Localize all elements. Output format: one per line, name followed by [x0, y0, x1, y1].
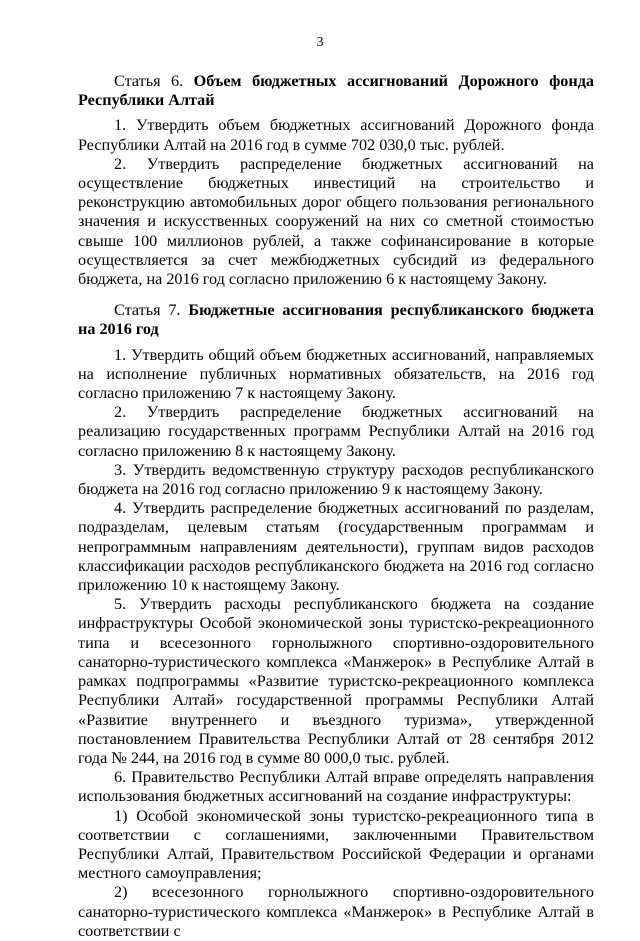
paragraph: 2. Утвердить распределение бюджетных ассигнований на осуществление бюджетных инвестиций на строительство и реконструкцию автомобильных дорог общего пользования регионального значения и искусственных сооружений на них со сметной стоимостью свыше 100 миллионов рублей, а также софинансирование в которые осуществляется за счет межбюджетных субсидий из федерального бюджета, на 2016 год согласно приложению 6 к настоящему Закону.: [78, 154, 594, 289]
article-7-prefix: Статья 7.: [114, 301, 181, 320]
article-6-title: Объем бюджетных ассигнований Дорожного фонда Республики Алтай: [78, 72, 594, 110]
paragraph: 2. Утвердить распределение бюджетных ассигнований на реализацию государственных программ Республики Алтай на 2016 год согласно приложению 8 к настоящему Закону.: [78, 403, 594, 460]
paragraph: 3. Утвердить ведомственную структуру расходов республиканского бюджета на 2016 год согласно приложению 9 к настоящему Закону.: [78, 460, 594, 499]
article-6-prefix: Статья 6.: [114, 72, 184, 90]
paragraph: 1. Утвердить общий объем бюджетных ассигнований, направляемых на исполнение публичных нормативных обязательств, на 2016 год согласно приложению 7 к настоящему Закону.: [78, 345, 594, 403]
article-7-heading: [78, 301, 594, 339]
article-7: [78, 301, 594, 941]
paragraph: 2) всесезонного горнолыжного спортивно-оздоровительного санаторно-туристического комплекса «Манжерок» в Республике Алтай в соответствии с: [78, 883, 594, 940]
page-number: 3: [316, 35, 324, 50]
article-7-title: Бюджетные ассигнования республиканского бюджета на 2016 год: [78, 301, 594, 339]
paragraph: 6. Правительство Республики Алтай вправе определять направления использования бюджетных ассигнований на создание инфраструктуры:: [78, 768, 594, 806]
document-body: [78, 72, 594, 941]
paragraph: 1) Особой экономической зоны туристско-рекреационного типа в соответствии с соглашениями, заключенными Правительством Республики Алтай, Правительством Российской Федерации и органами местного самоуправления;: [78, 806, 594, 883]
article-6: [78, 72, 594, 289]
paragraph: 5. Утвердить расходы республиканского бюджета на создание инфраструктуры Особой экономической зоны туристско-рекреационного типа и всесезонного горнолыжного спортивно-оздоровительного санаторно-туристического комплекса «Манжерок» в Республике Алтай в рамках подпрограммы «Развитие туристско-рекреационного комплекса Республики Алтай» государственной программы Республики Алтай «Развитие внутреннего и въездного туризма», утвержденной постановлением Правительства Республики Алтай от 28 сентября 2012 года № 244, на 2016 год в сумме 80 000,0 тыс. рублей.: [78, 595, 594, 767]
article-6-heading: [78, 72, 594, 110]
paragraph: 1. Утвердить объем бюджетных ассигнований Дорожного фонда Республики Алтай на 2016 год в сумме 702 030,0 тыс. рублей.: [78, 116, 594, 154]
paragraph: 4. Утвердить распределение бюджетных ассигнований по разделам, подразделам, целевым статьям (государственным программам и непрограммным направлениям деятельности), группам видов расходов классификации расходов республиканского бюджета на 2016 год согласно приложению 10 к настоящему Закону.: [78, 499, 594, 595]
